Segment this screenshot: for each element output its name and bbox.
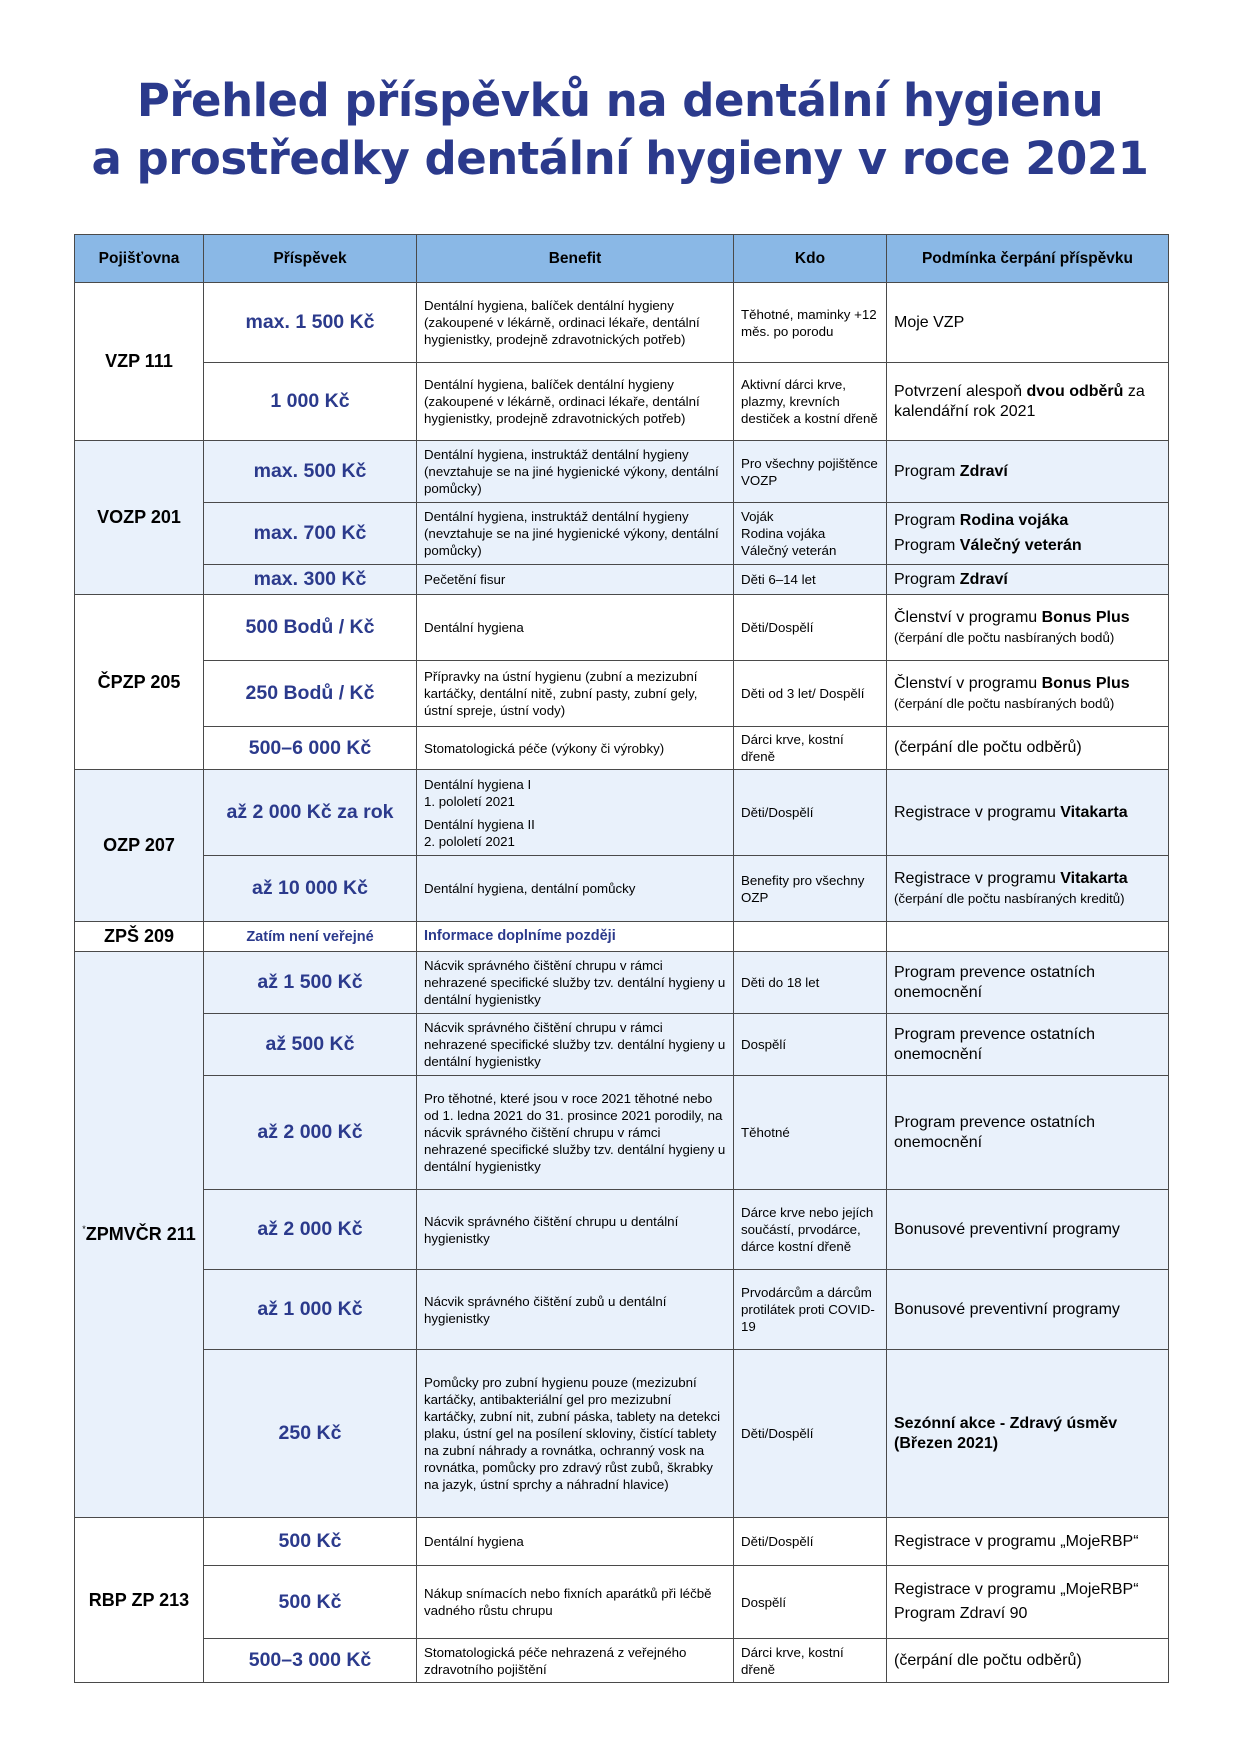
amount-cell: až 1 000 Kč xyxy=(204,1270,417,1350)
condition-cell: (čerpání dle počtu odběrů) xyxy=(887,1639,1169,1683)
benefit-cell: Dentální hygiena, balíček dentální hygieny (zakoupené v lékárně, ordinaci lékaře, dentální hygienistky, prodejně zdravotnických potřeb) xyxy=(417,363,734,441)
condition-cell: (čerpání dle počtu odběrů) xyxy=(887,727,1169,770)
amount-cell: Zatím není veřejné xyxy=(204,922,417,952)
title-line-2: a prostředky dentální hygieny v roce 2021 xyxy=(91,132,1149,185)
condition-cell: Bonusové preventivní programy xyxy=(887,1270,1169,1350)
who-cell: Voják Rodina vojáka Válečný veterán xyxy=(734,503,887,565)
who-cell: Těhotné xyxy=(734,1076,887,1190)
who-cell: Dospělí xyxy=(734,1566,887,1639)
table-row xyxy=(75,661,1169,727)
benefit-cell: Nácvik správného čištění zubů u dentální hygienistky xyxy=(417,1270,734,1350)
table-row xyxy=(75,1639,1169,1683)
insurer-cell: ZPŠ 209 xyxy=(75,922,204,952)
condition-cell: Registrace v programu „MojeRBP“ xyxy=(887,1518,1169,1566)
benefit-cell: Stomatologická péče (výkony či výrobky) xyxy=(417,727,734,770)
condition-cell: Program prevence ostatních onemocnění xyxy=(887,952,1169,1014)
table-row xyxy=(75,727,1169,770)
benefit-cell: Pečetění fisur xyxy=(417,565,734,595)
header-insurer: Pojišťovna xyxy=(75,235,204,283)
condition-cell: Program prevence ostatních onemocnění xyxy=(887,1076,1169,1190)
table-row xyxy=(75,363,1169,441)
insurer-cell: VOZP 201 xyxy=(75,441,204,595)
who-cell: Dospělí xyxy=(734,1014,887,1076)
who-cell: Benefity pro všechny OZP xyxy=(734,856,887,922)
table-header-row xyxy=(75,235,1169,283)
table-row xyxy=(75,1270,1169,1350)
amount-cell: 500 Kč xyxy=(204,1518,417,1566)
table-row xyxy=(75,1518,1169,1566)
amount-cell: 500–6 000 Kč xyxy=(204,727,417,770)
insurer-cell: ČPZP 205 xyxy=(75,595,204,770)
table-row xyxy=(75,952,1169,1014)
benefit-cell: Dentální hygiena xyxy=(417,1518,734,1566)
condition-cell: Sezónní akce - Zdravý úsměv (Březen 2021) xyxy=(887,1350,1169,1518)
header-who: Kdo xyxy=(734,235,887,283)
header-benefit: Benefit xyxy=(417,235,734,283)
table-row xyxy=(75,283,1169,363)
amount-cell: max. 300 Kč xyxy=(204,565,417,595)
amount-cell: max. 1 500 Kč xyxy=(204,283,417,363)
amount-cell: až 2 000 Kč xyxy=(204,1076,417,1190)
condition-cell: Program Zdraví xyxy=(887,565,1169,595)
page-title xyxy=(0,72,1240,188)
benefit-cell: Nácvik správného čištění chrupu u dentální hygienistky xyxy=(417,1190,734,1270)
table-row xyxy=(75,1076,1169,1190)
condition-cell: Registrace v programu Vitakarta xyxy=(887,770,1169,856)
who-cell: Prvodárcům a dárcům protilátek proti COVID-19 xyxy=(734,1270,887,1350)
benefit-cell: Nákup snímacích nebo fixních aparátků při léčbě vadného růstu chrupu xyxy=(417,1566,734,1639)
amount-cell: max. 500 Kč xyxy=(204,441,417,503)
benefit-cell: Dentální hygiena, instruktáž dentální hygieny (nevztahuje se na jiné hygienické výkony, dentální pomůcky) xyxy=(417,441,734,503)
who-cell: Děti/Dospělí xyxy=(734,595,887,661)
header-contribution: Příspěvek xyxy=(204,235,417,283)
benefit-cell: Nácvik správného čištění chrupu v rámci nehrazené specifické služby tzv. dentální hygieny u dentální hygienistky xyxy=(417,1014,734,1076)
condition-cell: Program Rodina vojáka Program Válečný veterán xyxy=(887,503,1169,565)
benefit-cell: Informace doplníme později xyxy=(417,922,734,952)
table-row xyxy=(75,856,1169,922)
amount-cell: 250 Bodů / Kč xyxy=(204,661,417,727)
who-cell: Děti/Dospělí xyxy=(734,1350,887,1518)
benefit-cell: Dentální hygiena xyxy=(417,595,734,661)
condition-cell: Členství v programu Bonus Plus (čerpání dle počtu nasbíraných bodů) xyxy=(887,595,1169,661)
table-row xyxy=(75,595,1169,661)
who-cell: Děti 6–14 let xyxy=(734,565,887,595)
who-cell: Děti od 3 let/ Dospělí xyxy=(734,661,887,727)
amount-cell: až 2 000 Kč xyxy=(204,1190,417,1270)
amount-cell: 500–3 000 Kč xyxy=(204,1639,417,1683)
insurer-cell: VZP 111 xyxy=(75,283,204,441)
condition-cell: Registrace v programu Vitakarta (čerpání dle počtu nasbíraných kreditů) xyxy=(887,856,1169,922)
table-row xyxy=(75,922,1169,952)
who-cell: Děti/Dospělí xyxy=(734,1518,887,1566)
insurer-cell: *ZPMVČR 211 xyxy=(75,952,204,1518)
condition-cell: Bonusové preventivní programy xyxy=(887,1190,1169,1270)
amount-cell: 250 Kč xyxy=(204,1350,417,1518)
title-line-1: Přehled příspěvků na dentální hygienu xyxy=(136,74,1104,127)
benefit-cell: Nácvik správného čištění chrupu v rámci nehrazené specifické služby tzv. dentální hygieny u dentální hygienistky xyxy=(417,952,734,1014)
who-cell: Dárce krve nebo jejích součástí, prvodárce, dárce kostní dřeně xyxy=(734,1190,887,1270)
insurer-cell: OZP 207 xyxy=(75,770,204,922)
benefit-cell: Dentální hygiena, dentální pomůcky xyxy=(417,856,734,922)
condition-cell xyxy=(887,922,1169,952)
amount-cell: 500 Kč xyxy=(204,1566,417,1639)
amount-cell: až 10 000 Kč xyxy=(204,856,417,922)
table-row xyxy=(75,770,1169,856)
benefit-cell: Pomůcky pro zubní hygienu pouze (mezizubní kartáčky, antibakteriální gel pro mezizubní kartáčky, zubní nit, zubní páska, tablety na detekci plaku, ústní gel na posílení skloviny, čistící tablety na zubní náhrady a rovnátka, ochranný vosk na rovnátka, pomůcky pro zdravý růst zubů, škrabky na jazyk, ústní sprchy a náhradní hlavice) xyxy=(417,1350,734,1518)
table-row xyxy=(75,1350,1169,1518)
amount-cell: 500 Bodů / Kč xyxy=(204,595,417,661)
benefit-cell: Dentální hygiena, instruktáž dentální hygieny (nevztahuje se na jiné hygienické výkony, dentální pomůcky) xyxy=(417,503,734,565)
table-row xyxy=(75,1014,1169,1076)
condition-cell: Program Zdraví xyxy=(887,441,1169,503)
condition-cell: Program prevence ostatních onemocnění xyxy=(887,1014,1169,1076)
table-row xyxy=(75,503,1169,565)
who-cell xyxy=(734,922,887,952)
contributions-table xyxy=(74,234,1169,1683)
who-cell: Děti/Dospělí xyxy=(734,770,887,856)
benefit-cell: Stomatologická péče nehrazená z veřejného zdravotního pojištění xyxy=(417,1639,734,1683)
amount-cell: až 1 500 Kč xyxy=(204,952,417,1014)
benefit-cell: Dentální hygiena, balíček dentální hygieny (zakoupené v lékárně, ordinaci lékaře, dentální hygienistky, prodejně zdravotnických potřeb) xyxy=(417,283,734,363)
who-cell: Těhotné, maminky +12 měs. po porodu xyxy=(734,283,887,363)
insurer-cell: RBP ZP 213 xyxy=(75,1518,204,1683)
amount-cell: 1 000 Kč xyxy=(204,363,417,441)
benefit-cell: Pro těhotné, které jsou v roce 2021 těhotné nebo od 1. ledna 2021 do 31. prosince 2021 porodily, na nácvik správného čištění chrupu v rámci nehrazené specifické služby tzv. dentální hygieny u dentální hygienistky xyxy=(417,1076,734,1190)
who-cell: Aktivní dárci krve, plazmy, krevních destiček a kostní dřeně xyxy=(734,363,887,441)
table-row xyxy=(75,565,1169,595)
condition-cell: Potvrzení alespoň dvou odběrů za kalendářní rok 2021 xyxy=(887,363,1169,441)
condition-cell: Moje VZP xyxy=(887,283,1169,363)
condition-cell: Členství v programu Bonus Plus (čerpání dle počtu nasbíraných bodů) xyxy=(887,661,1169,727)
amount-cell: až 500 Kč xyxy=(204,1014,417,1076)
who-cell: Dárci krve, kostní dřeně xyxy=(734,1639,887,1683)
who-cell: Pro všechny pojištěnce VOZP xyxy=(734,441,887,503)
table-row xyxy=(75,441,1169,503)
amount-cell: až 2 000 Kč za rok xyxy=(204,770,417,856)
who-cell: Dárci krve, kostní dřeně xyxy=(734,727,887,770)
header-condition: Podmínka čerpání příspěvku xyxy=(887,235,1169,283)
condition-cell: Registrace v programu „MojeRBP“ Program Zdraví 90 xyxy=(887,1566,1169,1639)
table-row xyxy=(75,1566,1169,1639)
benefit-cell: Přípravky na ústní hygienu (zubní a mezizubní kartáčky, dentální nitě, zubní pasty, zubní gely, ústní spreje, ústní vody) xyxy=(417,661,734,727)
amount-cell: max. 700 Kč xyxy=(204,503,417,565)
table-row xyxy=(75,1190,1169,1270)
benefit-cell: Dentální hygiena I 1. pololetí 2021 Dentální hygiena II 2. pololetí 2021 xyxy=(417,770,734,856)
who-cell: Děti do 18 let xyxy=(734,952,887,1014)
